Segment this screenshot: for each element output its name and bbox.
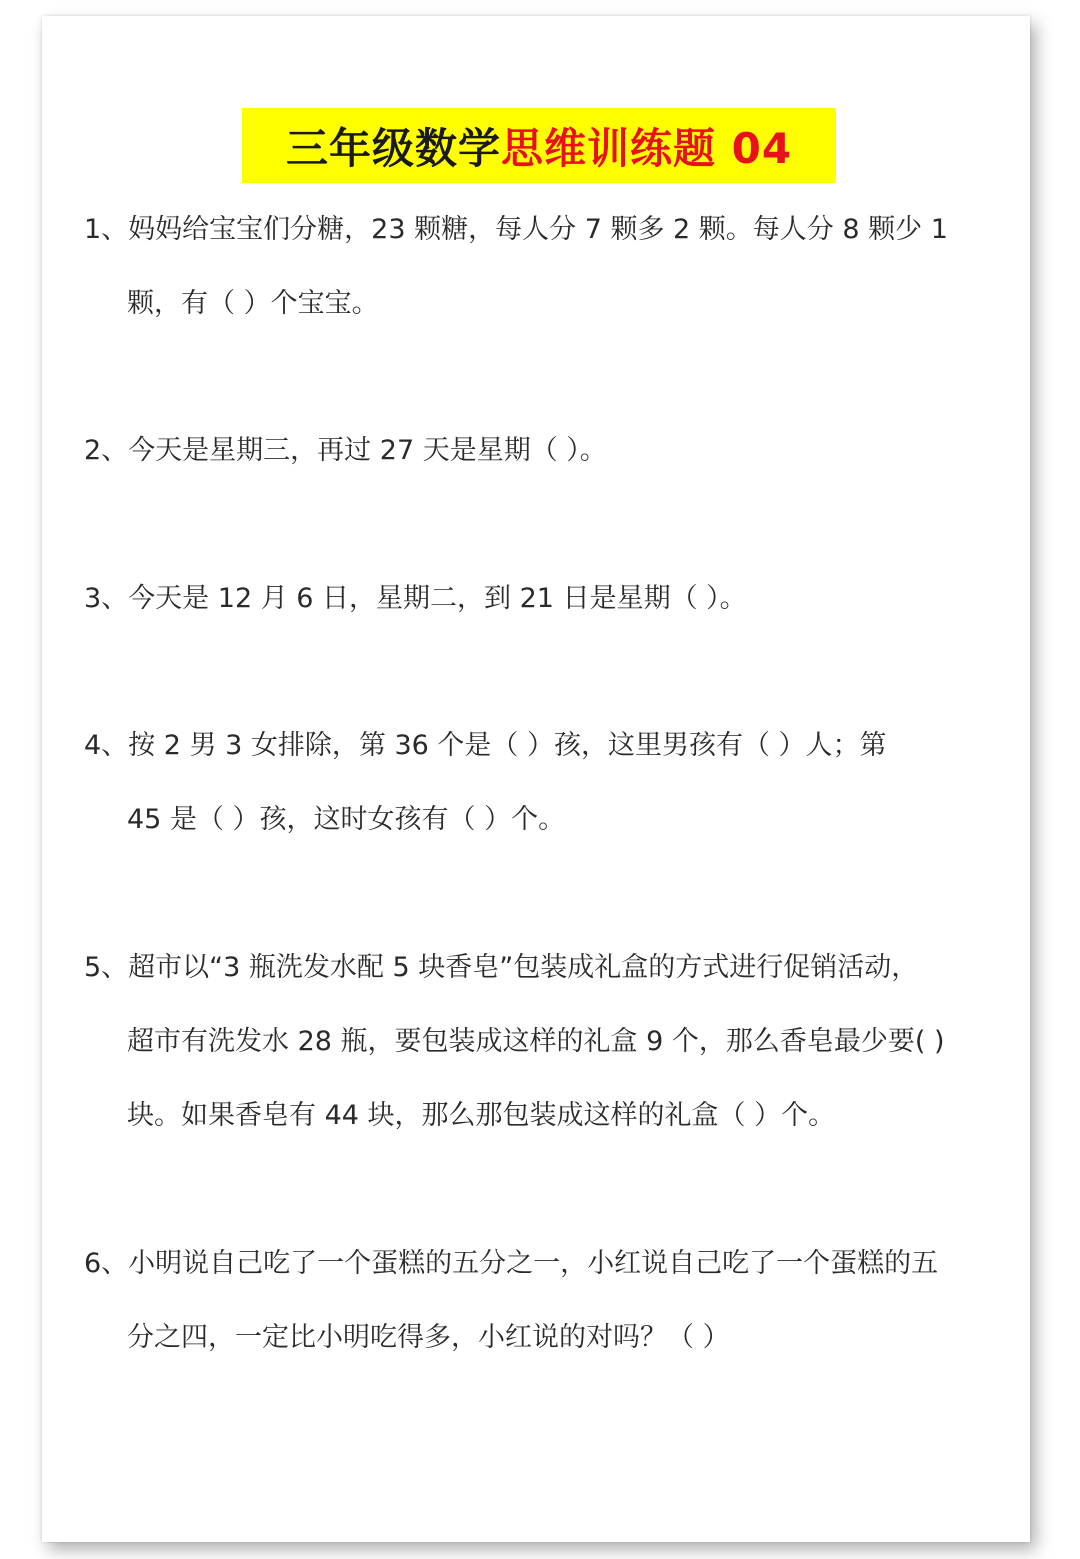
title-banner — [242, 108, 836, 183]
question-6 — [84, 1227, 1004, 1375]
question-5-line-1: 5、超市以“3 瓶洗发水配 5 块香皂”包装成礼盒的方式进行促销活动， — [84, 952, 919, 983]
title-prefix: 三年级数学 — [285, 123, 501, 173]
question-2-line-1: 2、今天是星期三，再过 27 天是星期（ ）。 — [84, 435, 607, 466]
question-2 — [84, 414, 1004, 488]
question-6-line-1: 6、小明说自己吃了一个蛋糕的五分之一，小红说自己吃了一个蛋糕的五 — [84, 1248, 939, 1279]
question-5-line-3: 块。如果香皂有 44 块，那么那包装成这样的礼盒（ ）个。 — [127, 1100, 836, 1131]
question-1 — [84, 193, 1004, 341]
question-5 — [84, 931, 1004, 1153]
title-highlight: 思维训练题 04 — [500, 123, 793, 173]
question-6-line-2: 分之四，一定比小明吃得多，小红说的对吗？（ ） — [127, 1322, 730, 1353]
question-1-line-1: 1、妈妈给宝宝们分糖，23 颗糖，每人分 7 颗多 2 颗。每人分 8 颗少 1 — [84, 214, 948, 245]
question-4-line-2: 45 是（ ）孩，这时女孩有（ ）个。 — [127, 804, 566, 835]
question-3-line-1: 3、今天是 12 月 6 日，星期二，到 21 日是星期（ ）。 — [84, 583, 747, 614]
question-1-line-2: 颗，有（ ）个宝宝。 — [127, 288, 379, 319]
question-5-line-2: 超市有洗发水 28 瓶，要包装成这样的礼盒 9 个，那么香皂最少要( ) — [127, 1026, 945, 1057]
question-3 — [84, 562, 1004, 636]
question-4 — [84, 709, 1004, 857]
question-4-line-1: 4、按 2 男 3 女排除，第 36 个是（ ）孩，这里男孩有（ ）人；第 — [84, 730, 887, 761]
worksheet-page — [42, 16, 1030, 1542]
